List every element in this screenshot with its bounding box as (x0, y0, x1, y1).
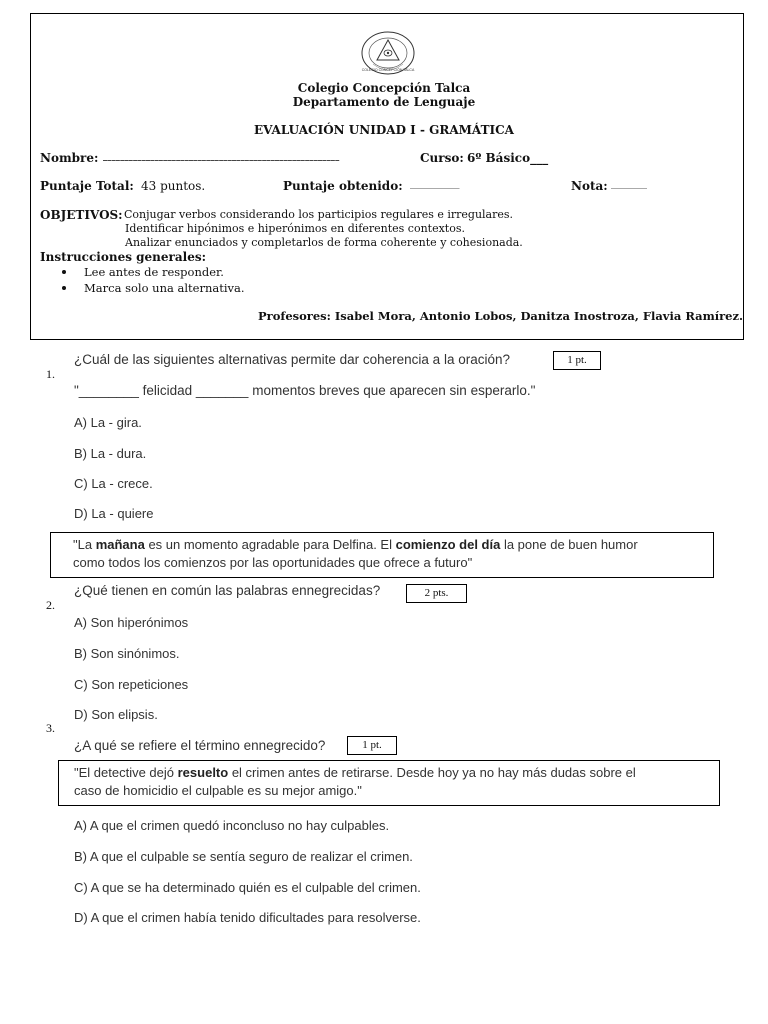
curso-label: Curso: (420, 151, 464, 165)
nombre-label: Nombre: (40, 151, 99, 165)
question-number: 3. (46, 721, 55, 735)
quote-box (58, 760, 720, 806)
puntaje-total-label: Puntaje Total: (40, 179, 134, 193)
quote-box (50, 532, 714, 578)
answer-option[interactable]: B) Son sinónimos. (74, 646, 180, 661)
objetivos-label: OBJETIVOS: (40, 208, 123, 222)
curso-value: 6º Básico___ (467, 151, 549, 165)
school-crest-icon (359, 30, 417, 80)
objetivo-item: Analizar enunciados y completarlos de forma coherente y cohesionada. (125, 236, 523, 249)
nota-label: Nota: (571, 179, 608, 193)
school-name: Colegio Concepción Talca (297, 81, 471, 95)
bullet-icon (62, 286, 66, 290)
instruccion-item: Lee antes de responder. (84, 265, 224, 279)
bold-word: resuelto (177, 765, 229, 780)
puntaje-obtenido-field[interactable]: ___________ (410, 179, 460, 189)
instrucciones-label: Instrucciones generales: (40, 250, 207, 264)
quote-text: el crimen antes de retirarse. Desde hoy ya no hay más dudas sobre el (228, 765, 636, 780)
quote-line: caso de homicidio el culpable es su mejor amigo." (74, 783, 362, 798)
instruccion-item: Marca solo una alternativa. (84, 281, 245, 295)
answer-option[interactable]: D) Son elipsis. (74, 707, 158, 722)
department-name: Departamento de Lenguaje (292, 95, 476, 109)
puntaje-obtenido-label: Puntaje obtenido: (283, 179, 403, 193)
exam-title: EVALUACIÓN UNIDAD I - GRAMÁTICA (254, 123, 514, 137)
answer-option[interactable]: C) A que se ha determinado quién es el culpable del crimen. (74, 880, 421, 895)
quote-text: es un momento agradable para Delfina. El (144, 537, 396, 552)
quote-text: "El detective dejó (74, 765, 178, 780)
answer-option[interactable]: C) La - crece. (74, 476, 153, 491)
points-badge: 1 pt. (347, 736, 397, 755)
points-badge: 1 pt. (553, 351, 601, 370)
answer-option[interactable]: C) Son repeticiones (74, 677, 189, 692)
question-number: 1. (46, 367, 55, 381)
quote-line (74, 764, 719, 782)
puntaje-total-value: 43 puntos. (141, 179, 206, 193)
answer-option[interactable]: D) La - quiere (74, 506, 154, 521)
answer-option[interactable]: A) Son hiperónimos (74, 615, 189, 630)
points-badge: 2 pts. (406, 584, 467, 603)
quote-line: como todos los comienzos por las oportunidades que ofrece a futuro" (73, 555, 473, 570)
question-prompt: ¿Qué tienen en común las palabras ennegrecidas? (74, 583, 381, 598)
quote-line (73, 536, 713, 554)
answer-option[interactable]: A) A que el crimen quedó inconcluso no hay culpables. (74, 818, 390, 833)
question-number: 2. (46, 598, 55, 612)
nombre-field[interactable]: _______________________________________________________ (103, 151, 340, 161)
answer-option[interactable]: D) A que el crimen había tenido dificultades para resolverse. (74, 910, 421, 925)
quote-text: "La (73, 537, 96, 552)
objetivo-item: Identificar hipónimos e hiperónimos en diferentes contextos. (125, 222, 465, 235)
question-sentence: "________ felicidad _______ momentos breves que aparecen sin esperarlo." (74, 383, 536, 398)
answer-option[interactable]: A) La - gira. (74, 415, 142, 430)
answer-option[interactable]: B) La - dura. (74, 446, 147, 461)
objetivo-item: Conjugar verbos considerando los participios regulares e irregulares. (124, 208, 514, 221)
svg-text:COLEGIO CONCEPCIÓN TALCA: COLEGIO CONCEPCIÓN TALCA (361, 68, 415, 72)
bold-word: mañana (95, 537, 145, 552)
bold-word: comienzo del día (395, 537, 501, 552)
profesores-line: Profesores: Isabel Mora, Antonio Lobos, Danitza Inostroza, Flavia Ramírez. (258, 309, 744, 323)
question-prompt: ¿A qué se refiere el término ennegrecido? (74, 738, 326, 753)
quote-text: la pone de buen humor (500, 537, 638, 552)
bullet-icon (62, 270, 66, 274)
answer-option[interactable]: B) A que el culpable se sentía seguro de realizar el crimen. (74, 849, 413, 864)
question-prompt: ¿Cuál de las siguientes alternativas permite dar coherencia a la oración? (74, 352, 510, 367)
nota-field[interactable]: ________ (611, 179, 647, 189)
